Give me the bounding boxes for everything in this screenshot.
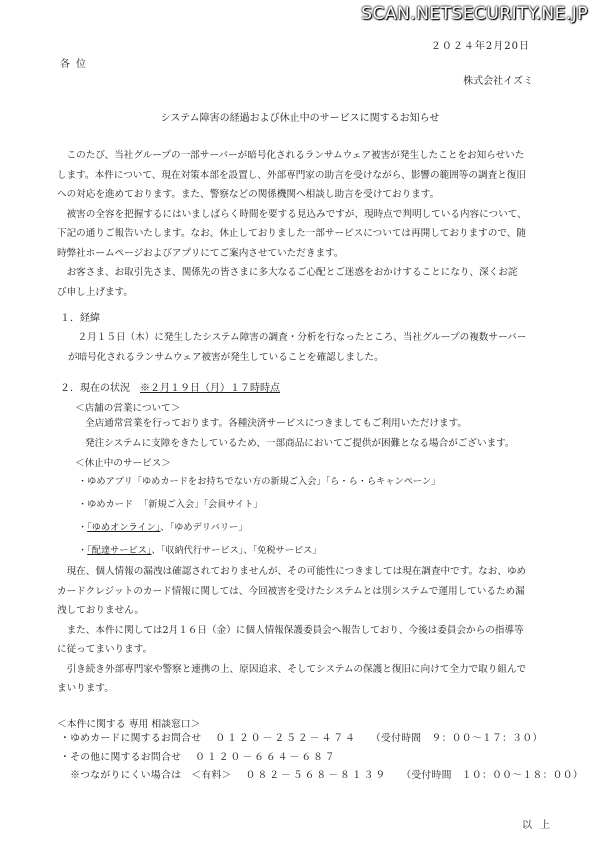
phone-number: ０８２－５６８－８１３９: [245, 770, 388, 781]
section2-note: ※２月１９日（月）１７時時点: [140, 383, 280, 394]
section1-heading: １．経緯: [60, 313, 100, 324]
status-paragraph: 現在、個人情報の漏洩は確認されておりませんが、その可能性につきましては現在調査中です。なお、ゆめカードクレジットのカード情報に関しては、今回被害を受けたシステムとは別システムで運用しているため漏洩しておりません。: [57, 566, 527, 616]
suspended-services-list: [78, 470, 440, 562]
phone-number: ０１２０－６６４－６８７: [195, 752, 337, 763]
contact-heading: ＜本件に関する 専用 相談窓口＞: [57, 719, 201, 730]
store-line: 全店通常営業を行っております。各種決済サービスにつきましてもご利用いただけます。: [85, 418, 468, 429]
service-item: ・ゆめアプリ「ゆめカードをお持ちでない方の新規ご入会」「ら・ら・らキャンペーン」: [78, 476, 441, 487]
intro-paragraph: 被害の全容を把握するにはいましばらく時間を要する見込みですが、現時点で判明している内容について、下記の通りご報告いたします。なお、休止しておりました一部サービスについては再開しておりますので、随時弊社ホームページおよびアプリにてご案内させていただきます。: [57, 208, 527, 259]
company-name: 株式会社イズミ: [463, 76, 533, 87]
status-details: [57, 562, 527, 699]
store-heading: ＜店舗の営業について＞: [75, 403, 181, 414]
phone-number: ０１２０－２５２－４７４: [215, 733, 357, 744]
document-date: ２０２４年2月20日: [430, 41, 530, 52]
contact-line-paid: ※つながりにくい場合は ＜有料＞ ０８２－５６８－８１３９ （受付時間 １０：００～１８：００）: [60, 770, 583, 781]
service-item: ・「配達サービス」、「収納代行サービス」、「免税サービス」: [78, 545, 322, 556]
document-title: システム障害の経過および休止中のサービスに関するお知らせ: [160, 113, 440, 124]
contact-line-yumecard: ・ゆめカードに関するお問合せ ０１２０－２５２－４７４ （受付時間 ９：００～１７：３０）: [60, 733, 543, 744]
section1-text-block: [68, 328, 528, 367]
section1-text: ２月１５日（木）に発生したシステム障害の調査・分析を行なったところ、当社グループの複数サーバーが暗号化されるランサムウェア被害が発生していることを確認しました。: [68, 332, 527, 363]
status-paragraph: 引き続き外部専門家や警察と連携の上、原因追求、そしてシステムの保護と復旧に向けて全力で取り組んでまいります。: [57, 663, 527, 694]
contact-line-other: ・その他に関するお問合せ ０１２０－６６４－６８７: [60, 752, 337, 763]
store-line: 発注システムに支障をきたしているため、一部商品においてご提供が困難となる場合がございます。: [85, 437, 515, 449]
section2-heading: ２．現在の状況: [60, 383, 130, 394]
watermark: SCAN.NETSECURITY.NE.JP: [361, 4, 588, 24]
intro-section: [57, 146, 527, 302]
service-item: ・ゆめカード 「新規ご入会」「会員サイト」: [78, 499, 263, 510]
intro-paragraph: このたび、当社グループの一部サーバーが暗号化されるランサムウェア被害が発生したことをお知らせいたします。本件について、現在対策本部を設置し、外部専門家の助言を受けながら、影響の範囲等の調査と復旧への対応を進めております。また、警察などの関係機関へ相談し助言を受けております。: [57, 150, 526, 200]
suspended-heading: ＜休止中のサービス＞: [75, 458, 171, 469]
store-status: [85, 414, 515, 453]
closing-mark: 以上: [522, 820, 558, 831]
intro-paragraph: お客さま、お取引先さま、関係先の皆さまに多大なるご心配とご迷惑をおかけすることになり、深くお詫び申し上げます。: [57, 267, 518, 298]
recipient: 各位: [60, 59, 92, 70]
section2-heading-row: [60, 382, 280, 396]
status-paragraph: また、本件に関しては2月１６日（金）に個人情報保護委員会へ報告しており、今後は委員会からの指導等に従ってまいります。: [57, 624, 524, 655]
service-item: ・「ゆめオンライン」、「ゆめデリバリー」: [78, 522, 248, 533]
